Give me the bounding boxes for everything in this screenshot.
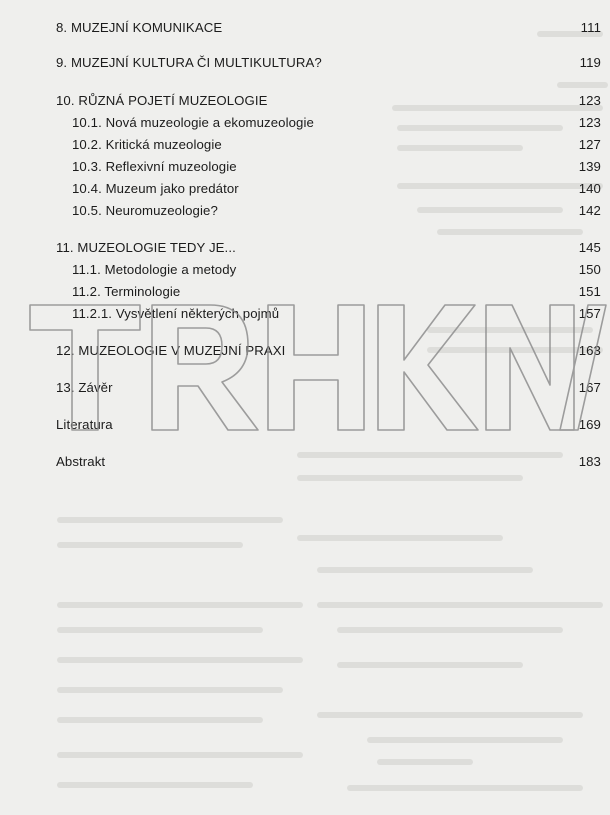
toc-entry	[56, 454, 604, 469]
toc-entry-page-number: 145	[578, 240, 601, 255]
toc-entry-title: 9. MUZEJNÍ KULTURA ČI MULTIKULTURA?	[56, 55, 322, 70]
toc-entry-title: 11.2. Terminologie	[72, 284, 181, 299]
toc-entry-title: 10.3. Reflexivní muzeologie	[72, 159, 237, 174]
toc-entry-page-number: 123	[578, 93, 601, 108]
toc-entry-title: Abstrakt	[56, 454, 106, 469]
table-of-contents	[56, 0, 604, 815]
toc-entry	[56, 240, 604, 255]
toc-entry	[56, 93, 604, 108]
toc-entry-page-number: 150	[578, 262, 601, 277]
toc-entry	[56, 137, 604, 152]
toc-entry-title: 10.1. Nová muzeologie a ekomuzeologie	[72, 115, 314, 130]
toc-entry	[56, 343, 604, 358]
toc-entry	[56, 115, 604, 130]
toc-entry	[56, 55, 604, 70]
toc-entry-title: 10. RŮZNÁ POJETÍ MUZEOLOGIE	[56, 93, 268, 108]
toc-entry	[56, 159, 604, 174]
toc-entry	[56, 262, 604, 277]
toc-entry-page-number: 127	[578, 137, 601, 152]
toc-entry-title: 12. MUZEOLOGIE V MUZEJNÍ PRAXI	[56, 343, 286, 358]
toc-entry	[56, 284, 604, 299]
toc-entry	[56, 380, 604, 395]
toc-entry-title: 13. Závěr	[56, 380, 113, 395]
toc-entry-title: 10.4. Muzeum jako predátor	[72, 181, 239, 196]
toc-entry	[56, 306, 604, 321]
toc-entry-page-number: 123	[578, 115, 601, 130]
toc-entry-title: 11. MUZEOLOGIE TEDY JE...	[56, 240, 236, 255]
toc-entry-page-number: 167	[578, 380, 601, 395]
toc-entry-title: Literatura	[56, 417, 113, 432]
toc-entry	[56, 20, 604, 35]
toc-entry	[56, 181, 604, 196]
toc-entry-title: 8. MUZEJNÍ KOMUNIKACE	[56, 20, 223, 35]
toc-entry-title: 11.2.1. Vysvětlení některých pojmů	[72, 306, 280, 321]
toc-entry-page-number: 157	[578, 306, 601, 321]
toc-entry-page-number: 151	[578, 284, 601, 299]
toc-entry-page-number: 183	[578, 454, 601, 469]
toc-entry-title: 11.1. Metodologie a metody	[72, 262, 237, 277]
toc-entry-title: 10.2. Kritická muzeologie	[72, 137, 222, 152]
toc-entry-title: 10.5. Neuromuzeologie?	[72, 203, 218, 218]
toc-entry-page-number: 169	[578, 417, 601, 432]
toc-entry-page-number: 142	[578, 203, 601, 218]
toc-entry-page-number: 119	[579, 55, 601, 70]
toc-entry-page-number: 111	[580, 20, 601, 35]
toc-entry	[56, 203, 604, 218]
toc-entry-page-number: 139	[578, 159, 601, 174]
toc-entry-page-number: 140	[578, 181, 601, 196]
toc-entry-page-number: 163	[578, 343, 601, 358]
toc-entry	[56, 417, 604, 432]
